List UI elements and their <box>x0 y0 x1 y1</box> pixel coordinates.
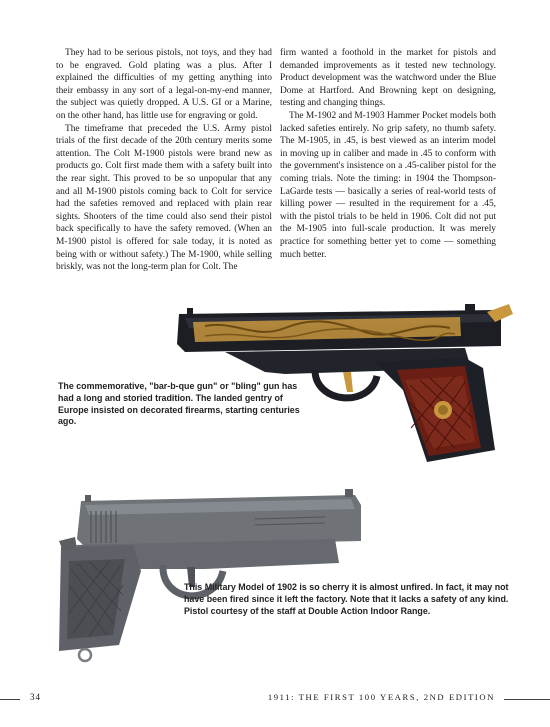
footer-rule-right <box>504 699 550 700</box>
military-1902-pistol-photo <box>55 485 370 663</box>
page-number: 34 <box>30 692 41 702</box>
left-text-column <box>56 47 272 274</box>
paragraph: They had to be serious pistols, not toys, and they had to be engraved. Gold plating was a plus. After I explained the difficulties of my getting anything into their embassy in any sort of a legal-on-my-end manner, the subject was quietly dropped. A U.S. GI or a Marine, on the other hand, has little use for engraving or gold. <box>56 48 272 121</box>
right-text-column <box>280 47 496 261</box>
footer-rule-left <box>0 699 20 700</box>
paragraph: The M-1902 and M-1903 Hammer Pocket models both lacked safeties entirely. No grip safety, no thumb safety. The M-1905, in .45, is best viewed as an interim model in moving up in caliber and made in .45 to conform with the government's insistence on a .45-caliber pistol for the coming trials. Note the timing: in 1904 the Thompson-LaGarde tests — basically a series of real-world tests of killing power — resulted in the requirement for a .45, with the pistol trials to be held in 1906. Colt did not put the M-1905 into full-scale production. It was merely practice for something better yet to come — something much better. <box>280 110 496 260</box>
paragraph: firm wanted a foothold in the market for pistols and demanded improvements as it tested new technology. Product development was the watchword under the Blue Dome at Hartford. And Browning kept on designing, testing and changing things. <box>280 48 496 109</box>
commemorative-photo-caption: The commemorative, "bar-b-que gun" or "bling" gun has had a long and storied tradition. The landed gentry of Europe insisted on decorated firearms, starting centuries ago. <box>58 381 300 427</box>
military-1902-photo-caption: This Military Model of 1902 is so cherry it is almost unfired. In fact, it may not have been fired since it left the factory. Note that it lacks a safety of any kind. Pistol courtesy of the staff at Double Action Indoor Range. <box>184 582 509 616</box>
page-footer <box>0 690 550 710</box>
paragraph: The timeframe that preceded the U.S. Army pistol trials of the first decade of the 20th century merits some attention. The Colt M-1900 pistols were brand new as products go. Colt first made them with a safety built into the rear sight. This proved to be so unpopular that any and all M-1900 pistols coming back to Colt for service had the safeties removed and replaced with plain rear sights. Shooters of the time could also send their pistol back specifically to have the safety removed. (When an M-1900 pistol is offered for sale today, it is noted as being with or without safety.) The M-1900, while selling briskly, was not the long-term plan for Colt. The <box>56 123 272 273</box>
colt-1902-pistol-image <box>55 485 370 663</box>
running-head: 1911: THE FIRST 100 YEARS, 2ND EDITION <box>267 692 495 702</box>
